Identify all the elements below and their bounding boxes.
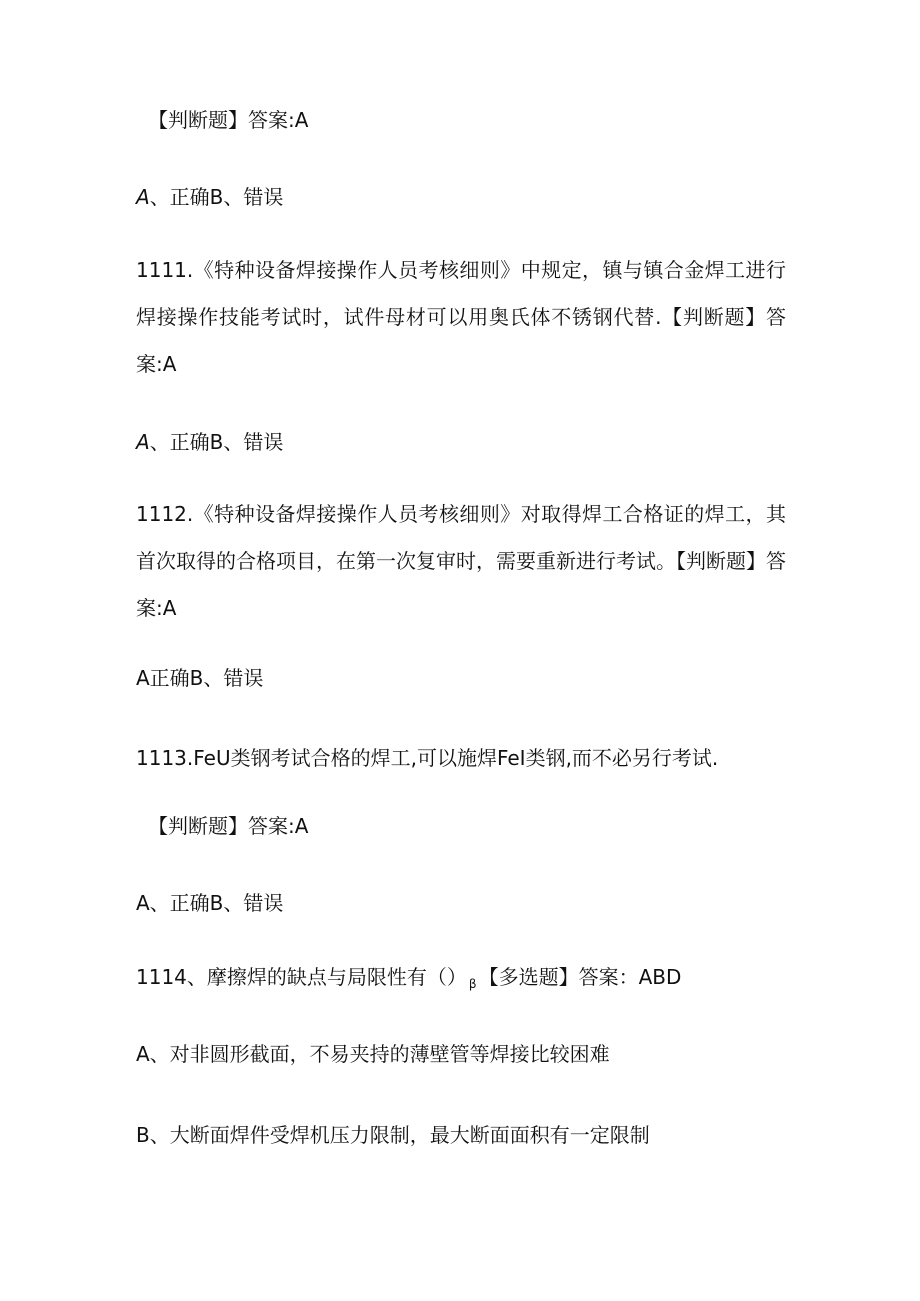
options-line-1111 [136, 430, 283, 454]
options-line-1112: A正确B、错误 [136, 666, 264, 690]
options-text: 、正确B、错误 [149, 430, 284, 454]
option-a-label: A [136, 430, 150, 454]
option-a-label: A [136, 185, 150, 209]
question-1111: 1111.《特种设备焊接操作人员考核细则》中规定，镇与镇合金焊工进行焊接操作技能考试时，试件母材可以用奥氏体不锈钢代替.【判断题】答案:A [136, 258, 786, 376]
beta-mark: β [468, 977, 477, 991]
answer-line-1: 【判断题】答案:A [148, 108, 309, 132]
options-line-1 [136, 185, 283, 209]
question-1112: 1112.《特种设备焊接操作人员考核细则》对取得焊工合格证的焊工，其首次取得的合格项目，在第一次复审时，需要重新进行考试。【判断题】答案:A [136, 502, 786, 620]
option-a-1114: A、对非圆形截面，不易夹持的薄壁管等焊接比较困难 [136, 1042, 610, 1066]
options-text: 、正确B、错误 [149, 185, 284, 209]
question-1114 [136, 965, 681, 996]
question-1114-answer: 【多选题】答案：ABD [478, 965, 682, 989]
option-b-1114: B、大断面焊件受焊机压力限制，最大断面面积有一定限制 [136, 1123, 650, 1147]
question-1114-text: 1114、摩擦焊的缺点与局限性有（） [136, 965, 467, 989]
options-line-1113: A、正确B、错误 [136, 891, 284, 915]
question-1113: 1113.FeU类钢考试合格的焊工,可以施焊FeI类钢,而不必另行考试. [136, 746, 719, 770]
answer-line-1113: 【判断题】答案:A [148, 814, 309, 838]
